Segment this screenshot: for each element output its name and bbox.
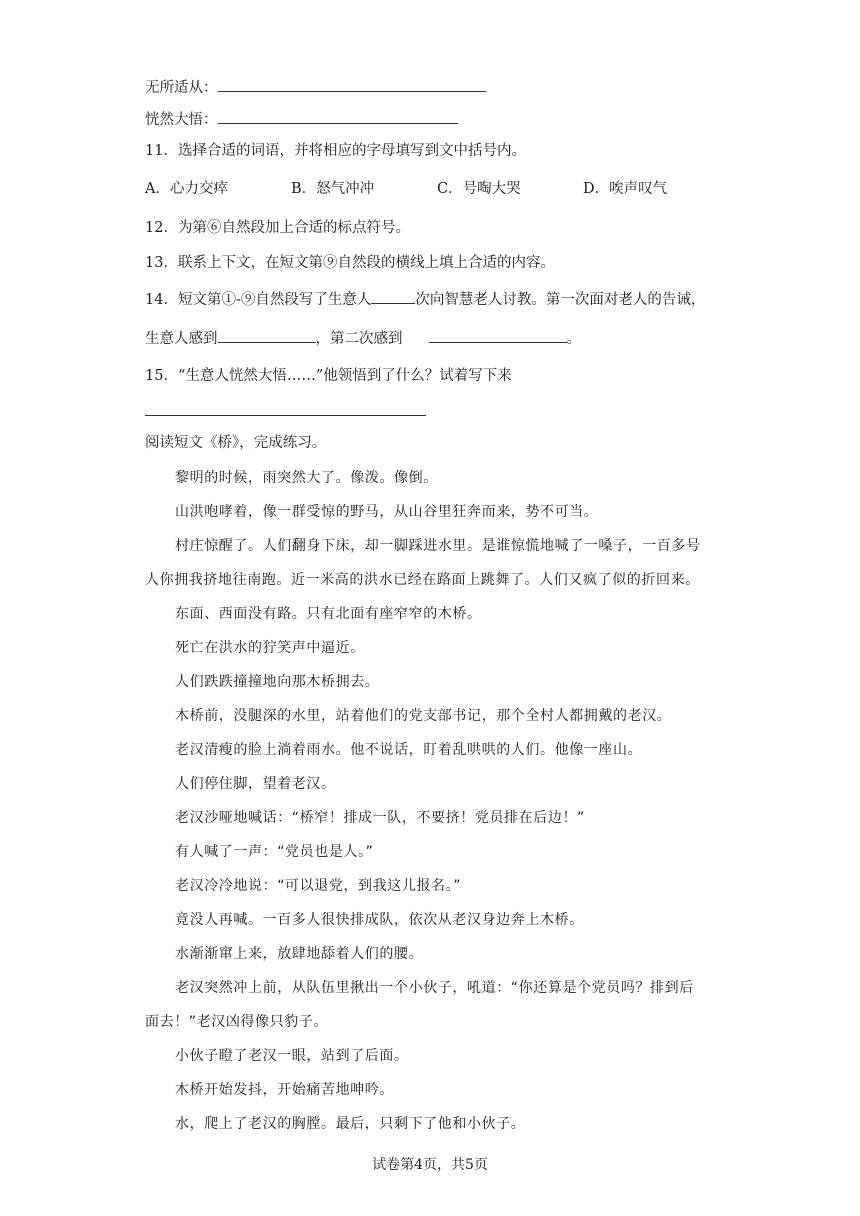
answer-line[interactable] [145, 415, 426, 416]
passage-paragraph: 老汉沙哑地喊话：“桥窄！排成一队，不要挤！党员排在后边！” [175, 810, 585, 826]
passage-paragraph: 村庄惊醒了。人们翻身下床，却一脚踩进水里。是谁惊慌地喊了一嗓子，一百多号 [175, 538, 701, 554]
passage-paragraph: 老汉突然冲上前，从队伍里揪出一个小伙子，吼道：“你还算是个党员吗？排到后 [175, 980, 694, 996]
options-row [145, 179, 667, 199]
vocab-line-1: 无所适从： [145, 76, 486, 98]
answer-blank[interactable] [218, 76, 486, 92]
passage-paragraph: 老汉冷冷地说：“可以退党，到我这儿报名。” [175, 878, 462, 894]
passage-intro: 阅读短文《桥》，完成练习。 [145, 435, 327, 451]
passage-paragraph: 水，爬上了老汉的胸膛。最后，只剩下了他和小伙子。 [175, 1116, 526, 1132]
option-b: B．怒气冲冲 [291, 181, 375, 197]
question-15: 15．“生意人恍然大悟……”他领悟到了什么？试着写下来 [145, 368, 512, 384]
question-14-line-1: 14．短文第①-⑨自然段写了生意人 次向智慧老人讨教。第一次面对老人的告诫， [145, 288, 705, 310]
passage-paragraph: 小伙子瞪了老汉一眼，站到了后面。 [175, 1048, 409, 1064]
passage-paragraph: 人你拥我挤地往南跑。近一米高的洪水已经在路面上跳舞了。人们又疯了似的折回来。 [145, 572, 700, 588]
question-11: 11．选择合适的词语，并将相应的字母填写到文中括号内。 [145, 143, 526, 159]
passage-paragraph: 东面、西面没有路。只有北面有座窄窄的木桥。 [175, 606, 482, 622]
question-14-line-2: 生意人感到 ，第二次感到 。 [145, 327, 581, 349]
answer-blank[interactable] [371, 288, 415, 304]
question-12: 12．为第⑥自然段加上合适的标点符号。 [145, 220, 410, 236]
question-13: 13．联系上下文，在短文第⑨自然段的横线上填上合适的内容。 [145, 255, 555, 271]
passage-paragraph: 有人喊了一声：“党员也是人。” [175, 844, 374, 860]
passage-paragraph: 木桥前，没腿深的水里，站着他们的党支部书记，那个全村人都拥戴的老汉。 [175, 708, 672, 724]
passage-paragraph: 木桥开始发抖，开始痛苦地呻吟。 [175, 1082, 394, 1098]
passage-paragraph: 竟没人再喊。一百多人很快排成队，依次从老汉身边奔上木桥。 [175, 912, 584, 928]
passage-paragraph: 面去！”老汉凶得像只豹子。 [145, 1014, 329, 1030]
option-c: C．号啕大哭 [437, 181, 521, 197]
option-d: D．唉声叹气 [583, 181, 668, 197]
answer-blank[interactable] [218, 327, 316, 343]
passage-paragraph: 水渐渐窜上来，放肆地舔着人们的腰。 [175, 946, 424, 962]
passage-paragraph: 死亡在洪水的狞笑声中逼近。 [175, 640, 365, 656]
passage-paragraph: 老汉清瘦的脸上淌着雨水。他不说话，盯着乱哄哄的人们。他像一座山。 [175, 742, 643, 758]
passage-paragraph: 人们停住脚，望着老汉。 [175, 776, 336, 792]
answer-blank[interactable] [429, 327, 567, 343]
vocab-line-2: 恍然大悟： [145, 108, 458, 130]
passage-paragraph: 人们跌跌撞撞地向那木桥拥去。 [175, 674, 380, 690]
page-footer: 试卷第4页，共5页 [372, 1157, 488, 1173]
passage-paragraph: 山洪咆哮着，像一群受惊的野马，从山谷里狂奔而来，势不可当。 [175, 504, 599, 520]
answer-blank[interactable] [218, 108, 458, 124]
option-a: A．心力交瘁 [145, 181, 228, 197]
passage-paragraph: 黎明的时候，雨突然大了。像泼。像倒。 [175, 470, 438, 486]
